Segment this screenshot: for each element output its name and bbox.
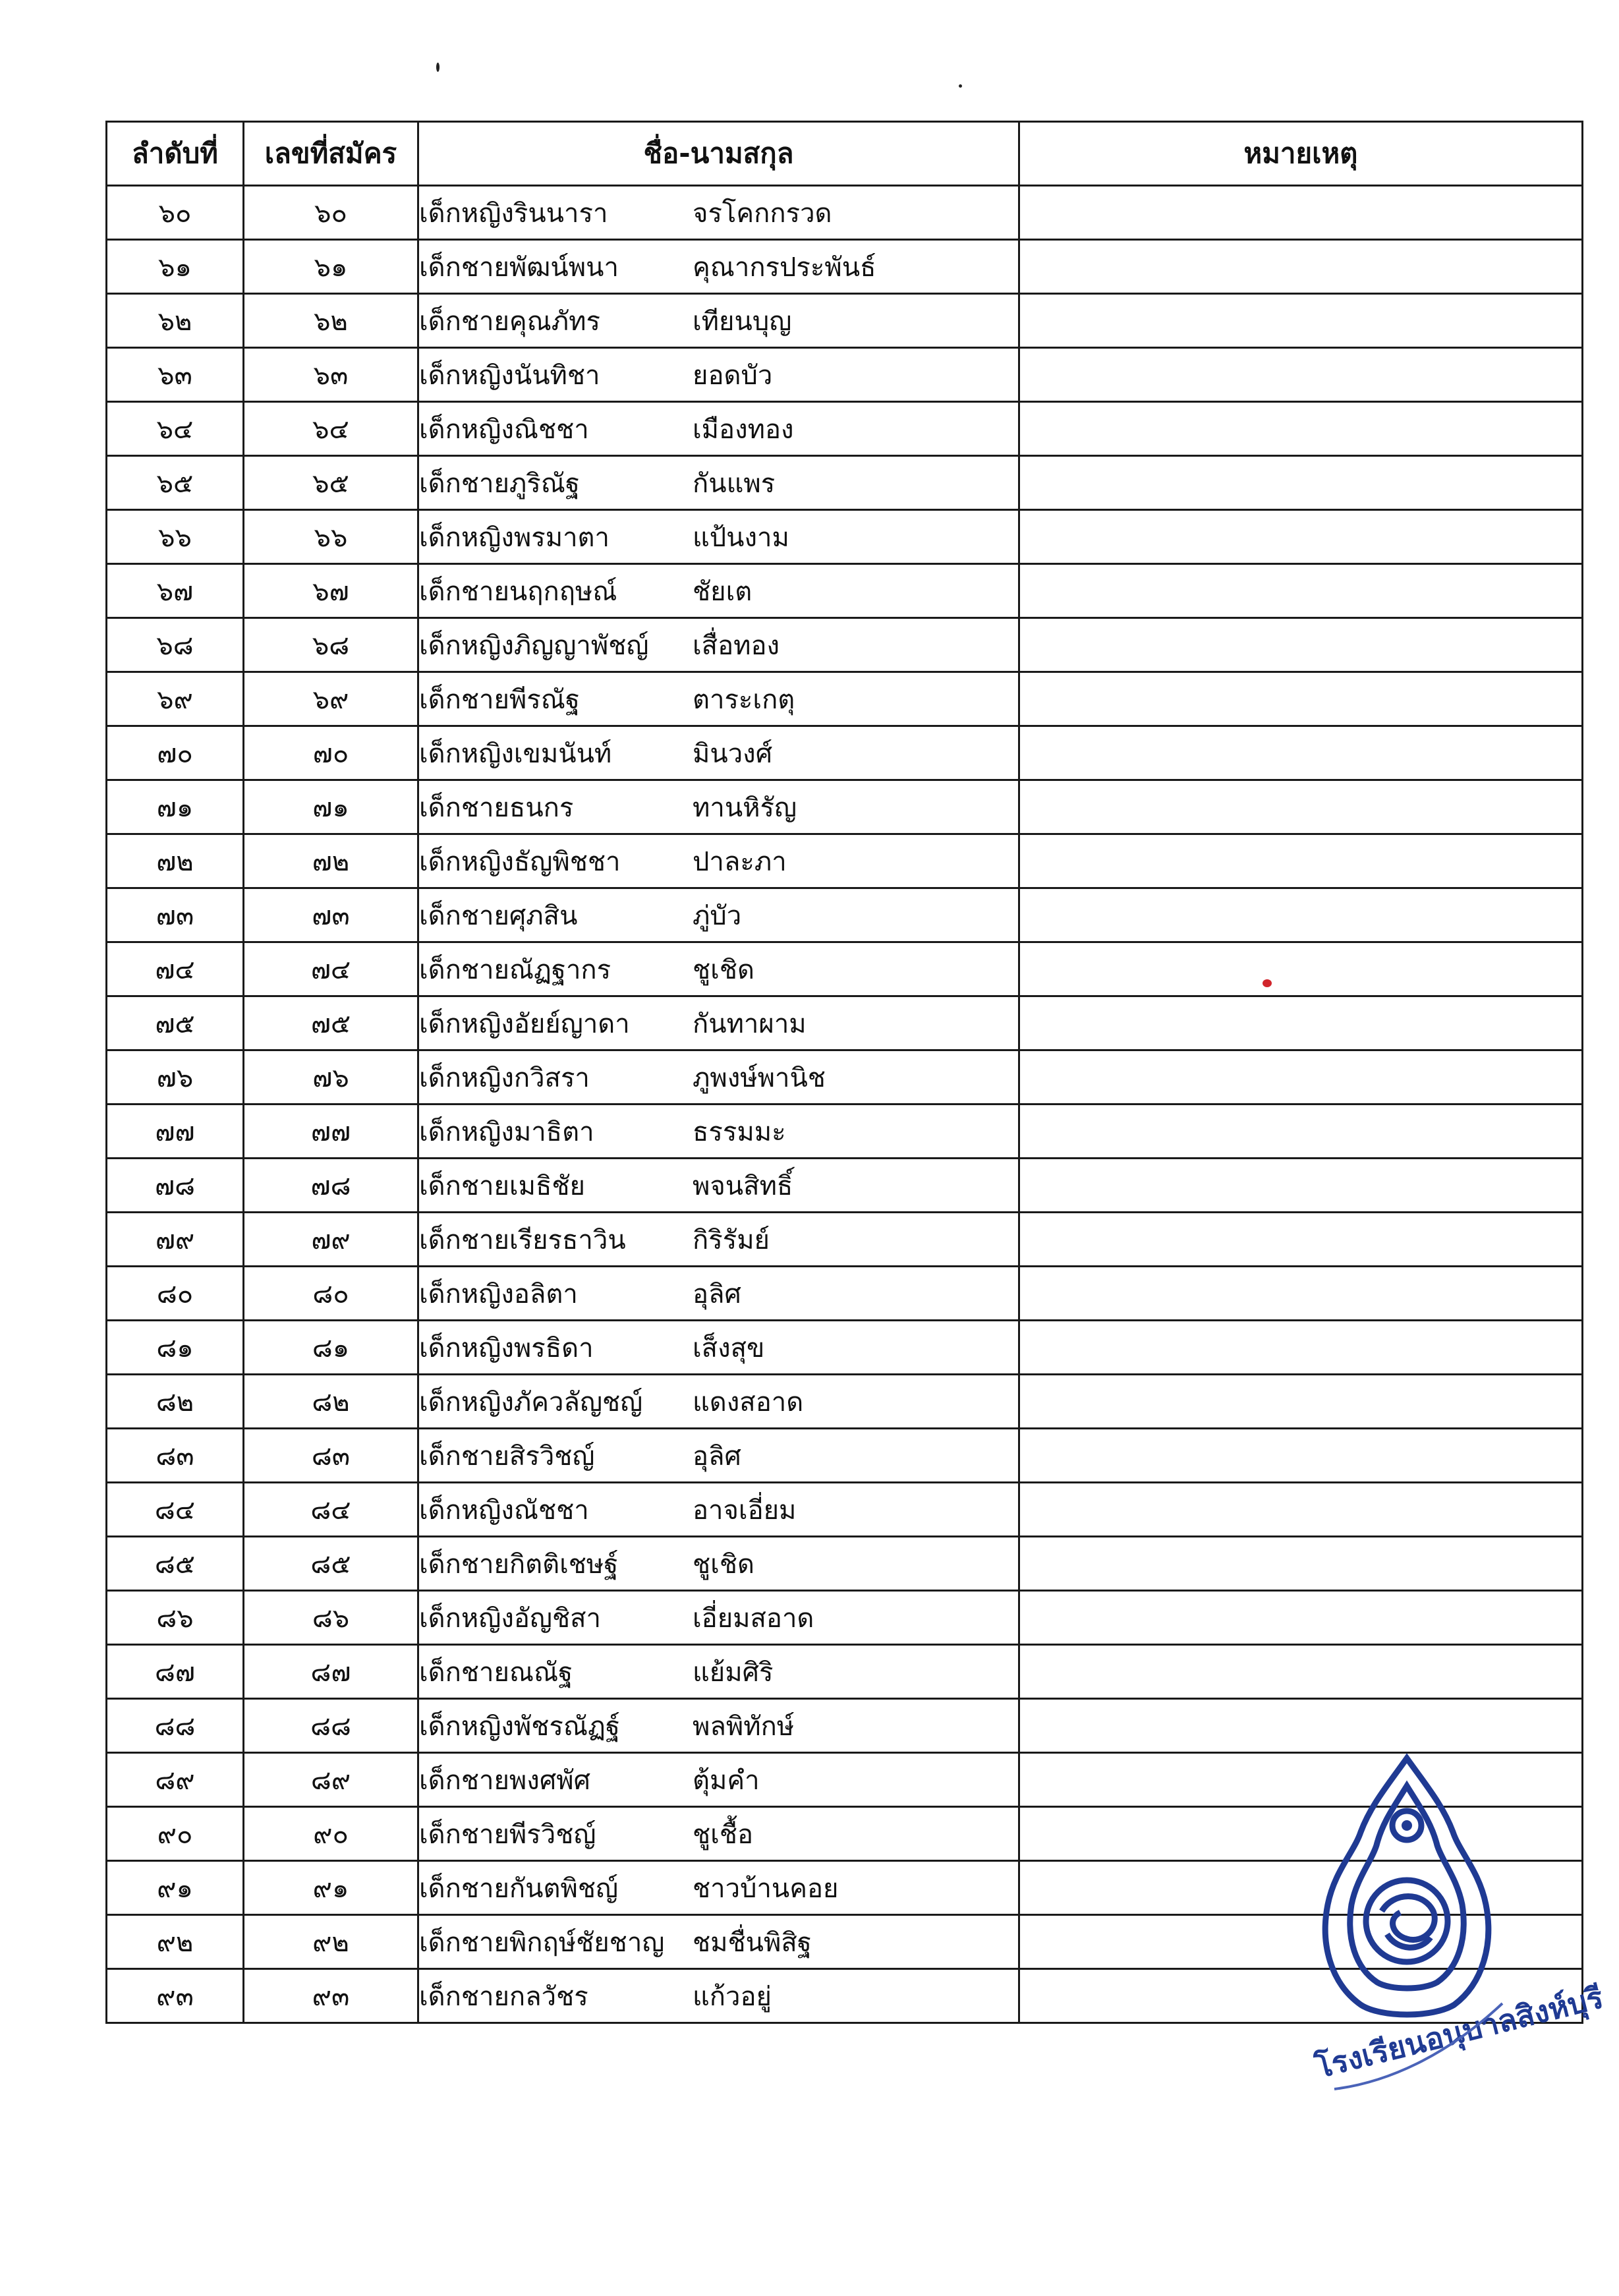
table-row [107, 1537, 1583, 1591]
cell-remark [1019, 996, 1583, 1050]
table-row [107, 1050, 1583, 1105]
cell-applicant-no: ๖๙ [244, 672, 418, 726]
cell-seq: ๗๔ [107, 942, 244, 996]
table-row [107, 1159, 1583, 1213]
cell-remark [1019, 456, 1583, 510]
table-row [107, 996, 1583, 1050]
cell-seq: ๗๕ [107, 996, 244, 1050]
cell-seq: ๘๐ [107, 1267, 244, 1321]
cell-name [418, 1429, 1019, 1483]
table-row [107, 1321, 1583, 1375]
cell-name [418, 1969, 1019, 2023]
cell-name [418, 726, 1019, 780]
cell-applicant-no: ๖๓ [244, 348, 418, 402]
cell-name [418, 1537, 1019, 1591]
cell-seq: ๖๒ [107, 294, 244, 348]
last-name: กันแพร [693, 468, 776, 499]
first-name: เด็กชายณัฏฐากร [419, 954, 611, 985]
first-name: เด็กชายพัฒน์พนา [419, 252, 619, 283]
cell-remark [1019, 1213, 1583, 1267]
cell-name [418, 1645, 1019, 1699]
cell-name [418, 1591, 1019, 1645]
cell-applicant-no: ๖๘ [244, 618, 418, 672]
first-name: เด็กชายเรียรธาวิน [419, 1224, 626, 1255]
last-name: ทานหิรัญ [693, 792, 797, 823]
cell-name [418, 564, 1019, 618]
last-name: คุณากรประพันธ์ [693, 252, 876, 283]
cell-applicant-no: ๘๖ [244, 1591, 418, 1645]
cell-name [418, 780, 1019, 834]
last-name: พจนสิทธิ์ [693, 1170, 793, 1201]
cell-seq: ๙๐ [107, 1807, 244, 1861]
table-row [107, 564, 1583, 618]
cell-seq: ๖๘ [107, 618, 244, 672]
first-name: เด็กชายพิกฤษ์ชัยชาญ [419, 1927, 665, 1958]
last-name: มินวงศ์ [693, 738, 773, 769]
first-name: เด็กชายศุภสิน [419, 900, 578, 931]
cell-name [418, 888, 1019, 942]
cell-remark [1019, 726, 1583, 780]
cell-applicant-no: ๗๗ [244, 1105, 418, 1159]
table-row [107, 1591, 1583, 1645]
first-name: เด็กหญิงณัชชา [419, 1495, 589, 1526]
cell-name [418, 348, 1019, 402]
cell-applicant-no: ๙๓ [244, 1969, 418, 2023]
first-name: เด็กหญิงอัยย์ญาดา [419, 1008, 630, 1039]
last-name: จรโคกกรวด [693, 198, 832, 229]
cell-applicant-no: ๗๕ [244, 996, 418, 1050]
cell-name [418, 1375, 1019, 1429]
last-name: ชูเชิด [693, 954, 754, 985]
cell-applicant-no: ๘๗ [244, 1645, 418, 1699]
last-name: เอี่ยมสอาด [693, 1603, 814, 1634]
cell-seq: ๙๒ [107, 1915, 244, 1969]
cell-remark [1019, 888, 1583, 942]
cell-remark [1019, 780, 1583, 834]
table-row [107, 294, 1583, 348]
cell-seq: ๘๖ [107, 1591, 244, 1645]
cell-name [418, 294, 1019, 348]
cell-applicant-no: ๘๐ [244, 1267, 418, 1321]
cell-name [418, 1699, 1019, 1753]
cell-applicant-no: ๗๑ [244, 780, 418, 834]
last-name: ชัยเต [693, 576, 753, 607]
scan-speck [959, 84, 962, 88]
cell-name [418, 1105, 1019, 1159]
cell-remark [1019, 1645, 1583, 1699]
cell-remark [1019, 1591, 1583, 1645]
first-name: เด็กหญิงพัชรณัฏฐ์ [419, 1711, 620, 1742]
last-name: แดงสอาด [693, 1387, 804, 1418]
first-name: เด็กชายเมธิชัย [419, 1170, 585, 1201]
cell-remark [1019, 1699, 1583, 1753]
first-name: เด็กชายณณัฐ [419, 1657, 573, 1688]
table-row [107, 348, 1583, 402]
table-row [107, 1699, 1583, 1753]
first-name: เด็กชายนฤกฤษณ์ [419, 576, 617, 607]
cell-remark [1019, 294, 1583, 348]
header-name: ชื่อ-นามสกุล [418, 122, 1019, 186]
last-name: อุลิศ [693, 1278, 741, 1309]
last-name: ชูเชื้อ [693, 1819, 753, 1850]
cell-applicant-no: ๗๙ [244, 1213, 418, 1267]
table-row [107, 1429, 1583, 1483]
cell-applicant-no: ๖๑ [244, 240, 418, 294]
last-name: ชาวบ้านคอย [693, 1873, 839, 1904]
cell-remark [1019, 348, 1583, 402]
cell-name [418, 510, 1019, 564]
cell-seq: ๖๔ [107, 402, 244, 456]
first-name: เด็กหญิงภัควลัญชญ์ [419, 1387, 643, 1418]
cell-applicant-no: ๙๒ [244, 1915, 418, 1969]
last-name: ชมชื่นพิสิฐ [693, 1927, 812, 1958]
cell-name [418, 402, 1019, 456]
cell-seq: ๗๙ [107, 1213, 244, 1267]
table-row [107, 1105, 1583, 1159]
cell-seq: ๘๓ [107, 1429, 244, 1483]
first-name: เด็กหญิงธัญพิชชา [419, 846, 621, 877]
cell-seq: ๗๓ [107, 888, 244, 942]
cell-remark [1019, 1429, 1583, 1483]
table-row [107, 1645, 1583, 1699]
cell-remark [1019, 942, 1583, 996]
first-name: เด็กหญิงพรธิดา [419, 1333, 594, 1363]
last-name: ยอดบัว [693, 360, 773, 391]
cell-seq: ๗๒ [107, 834, 244, 888]
last-name: พลพิทักษ์ [693, 1711, 795, 1742]
applicant-roster-table [105, 121, 1583, 2024]
cell-seq: ๗๗ [107, 1105, 244, 1159]
table-row [107, 672, 1583, 726]
table-row [107, 834, 1583, 888]
cell-seq: ๖๑ [107, 240, 244, 294]
cell-seq: ๗๐ [107, 726, 244, 780]
table-row [107, 1483, 1583, 1537]
first-name: เด็กหญิงภิญญาพัชญ์ [419, 630, 649, 661]
cell-name [418, 1483, 1019, 1537]
cell-applicant-no: ๘๙ [244, 1753, 418, 1807]
last-name: กิริรัมย์ [693, 1224, 770, 1255]
cell-applicant-no: ๗๔ [244, 942, 418, 996]
cell-name [418, 618, 1019, 672]
last-name: อาจเอี่ยม [693, 1495, 797, 1526]
cell-applicant-no: ๗๒ [244, 834, 418, 888]
first-name: เด็กชายพีรณัฐ [419, 684, 580, 715]
cell-applicant-no: ๗๘ [244, 1159, 418, 1213]
cell-applicant-no: ๗๓ [244, 888, 418, 942]
cell-remark [1019, 1537, 1583, 1591]
cell-name [418, 1159, 1019, 1213]
cell-seq: ๖๕ [107, 456, 244, 510]
cell-seq: ๗๑ [107, 780, 244, 834]
cell-name [418, 1861, 1019, 1915]
first-name: เด็กชายสิรวิชญ์ [419, 1441, 595, 1472]
cell-remark [1019, 1375, 1583, 1429]
table-row [107, 726, 1583, 780]
last-name: ชูเชิด [693, 1549, 754, 1580]
header-remark: หมายเหตุ [1019, 122, 1583, 186]
cell-applicant-no: ๖๔ [244, 402, 418, 456]
last-name: ตุ้มคำ [693, 1765, 760, 1796]
first-name: เด็กหญิงนันทิชา [419, 360, 600, 391]
cell-remark [1019, 1105, 1583, 1159]
cell-applicant-no: ๖๕ [244, 456, 418, 510]
cell-seq: ๖๙ [107, 672, 244, 726]
last-name: เส็งสุข [693, 1333, 765, 1363]
table-row [107, 1213, 1583, 1267]
cell-seq: ๘๘ [107, 1699, 244, 1753]
first-name: เด็กหญิงเขมนันท์ [419, 738, 612, 769]
cell-applicant-no: ๖๒ [244, 294, 418, 348]
first-name: เด็กชายกิตติเชษฐ์ [419, 1549, 619, 1580]
table-row [107, 780, 1583, 834]
cell-seq: ๘๒ [107, 1375, 244, 1429]
table-row [107, 1375, 1583, 1429]
table-row [107, 456, 1583, 510]
cell-seq: ๙๓ [107, 1969, 244, 2023]
last-name: เมืองทอง [693, 414, 794, 445]
first-name: เด็กชายภูริณัฐ [419, 468, 580, 499]
last-name: เสื่อทอง [693, 630, 780, 661]
last-name: ภู่บัว [693, 900, 742, 931]
cell-name [418, 1213, 1019, 1267]
last-name: เทียนบุญ [693, 306, 792, 337]
cell-name [418, 1753, 1019, 1807]
cell-seq: ๗๘ [107, 1159, 244, 1213]
cell-name [418, 834, 1019, 888]
scan-speck [436, 63, 440, 72]
last-name: แย้มศิริ [693, 1657, 774, 1688]
cell-seq: ๖๓ [107, 348, 244, 402]
cell-applicant-no: ๙๑ [244, 1861, 418, 1915]
cell-applicant-no: ๖๗ [244, 564, 418, 618]
table-row [107, 510, 1583, 564]
cell-applicant-no: ๗๐ [244, 726, 418, 780]
last-name: แก้วอยู่ [693, 1981, 772, 2012]
cell-remark [1019, 402, 1583, 456]
first-name: เด็กหญิงณิชชา [419, 414, 589, 445]
cell-applicant-no: ๘๒ [244, 1375, 418, 1429]
first-name: เด็กชายธนกร [419, 792, 574, 823]
first-name: เด็กชายพีรวิชญ์ [419, 1819, 596, 1850]
header-seq: ลำดับที่ [107, 122, 244, 186]
cell-name [418, 996, 1019, 1050]
first-name: เด็กชายคุณภัทร [419, 306, 600, 337]
cell-remark [1019, 510, 1583, 564]
last-name: แป้นงาม [693, 522, 789, 553]
table-row [107, 888, 1583, 942]
table-row [107, 942, 1583, 996]
cell-remark [1019, 564, 1583, 618]
first-name: เด็กชายกลวัชร [419, 1981, 588, 2012]
cell-name [418, 1050, 1019, 1105]
cell-remark [1019, 240, 1583, 294]
cell-applicant-no: ๘๔ [244, 1483, 418, 1537]
cell-name [418, 240, 1019, 294]
cell-seq: ๘๕ [107, 1537, 244, 1591]
last-name: ภูพงษ์พานิช [693, 1062, 826, 1093]
cell-seq: ๖๐ [107, 186, 244, 240]
cell-remark [1019, 1267, 1583, 1321]
last-name: กันทาผาม [693, 1008, 807, 1039]
cell-applicant-no: ๖๐ [244, 186, 418, 240]
last-name: ปาละภา [693, 846, 787, 877]
cell-applicant-no: ๘๕ [244, 1537, 418, 1591]
cell-name [418, 942, 1019, 996]
cell-remark [1019, 1321, 1583, 1375]
cell-seq: ๘๔ [107, 1483, 244, 1537]
cell-remark [1019, 186, 1583, 240]
cell-applicant-no: ๘๓ [244, 1429, 418, 1483]
first-name: เด็กหญิงพรมาตา [419, 522, 610, 553]
cell-seq: ๙๑ [107, 1861, 244, 1915]
cell-name [418, 186, 1019, 240]
cell-applicant-no: ๙๐ [244, 1807, 418, 1861]
cell-seq: ๘๗ [107, 1645, 244, 1699]
cell-seq: ๗๖ [107, 1050, 244, 1105]
cell-applicant-no: ๖๖ [244, 510, 418, 564]
cell-name [418, 456, 1019, 510]
red-ink-mark [1263, 979, 1272, 987]
seal-text: โรงเรียนอนุบาลสิงห์บุรี [1311, 1979, 1607, 2086]
table-row [107, 240, 1583, 294]
last-name: ธรรมมะ [693, 1116, 786, 1147]
table-row [107, 186, 1583, 240]
first-name: เด็กชายกันตพิชญ์ [419, 1873, 619, 1904]
cell-applicant-no: ๗๖ [244, 1050, 418, 1105]
cell-name [418, 1267, 1019, 1321]
cell-seq: ๘๙ [107, 1753, 244, 1807]
table-header-row [107, 122, 1583, 186]
first-name: เด็กหญิงรินนารา [419, 198, 608, 229]
cell-name [418, 1321, 1019, 1375]
cell-name [418, 672, 1019, 726]
cell-seq: ๖๗ [107, 564, 244, 618]
first-name: เด็กหญิงอัญชิสา [419, 1603, 601, 1634]
cell-applicant-no: ๘๘ [244, 1699, 418, 1753]
cell-remark [1019, 834, 1583, 888]
cell-name [418, 1807, 1019, 1861]
school-seal-stamp [1308, 1746, 1607, 2102]
cell-remark [1019, 1050, 1583, 1105]
first-name: เด็กหญิงกวิสรา [419, 1062, 590, 1093]
cell-remark [1019, 618, 1583, 672]
first-name: เด็กหญิงมาธิตา [419, 1116, 594, 1147]
table-row [107, 402, 1583, 456]
cell-seq: ๖๖ [107, 510, 244, 564]
cell-remark [1019, 1159, 1583, 1213]
cell-seq: ๘๑ [107, 1321, 244, 1375]
cell-remark [1019, 672, 1583, 726]
table-row [107, 1267, 1583, 1321]
first-name: เด็กชายพงศพัศ [419, 1765, 590, 1796]
last-name: อุลิศ [693, 1441, 741, 1472]
cell-name [418, 1915, 1019, 1969]
cell-remark [1019, 1483, 1583, 1537]
header-applicant-no: เลขที่สมัคร [244, 122, 418, 186]
table-row [107, 618, 1583, 672]
first-name: เด็กหญิงอลิตา [419, 1278, 578, 1309]
cell-applicant-no: ๘๑ [244, 1321, 418, 1375]
last-name: ตาระเกตุ [693, 684, 795, 715]
